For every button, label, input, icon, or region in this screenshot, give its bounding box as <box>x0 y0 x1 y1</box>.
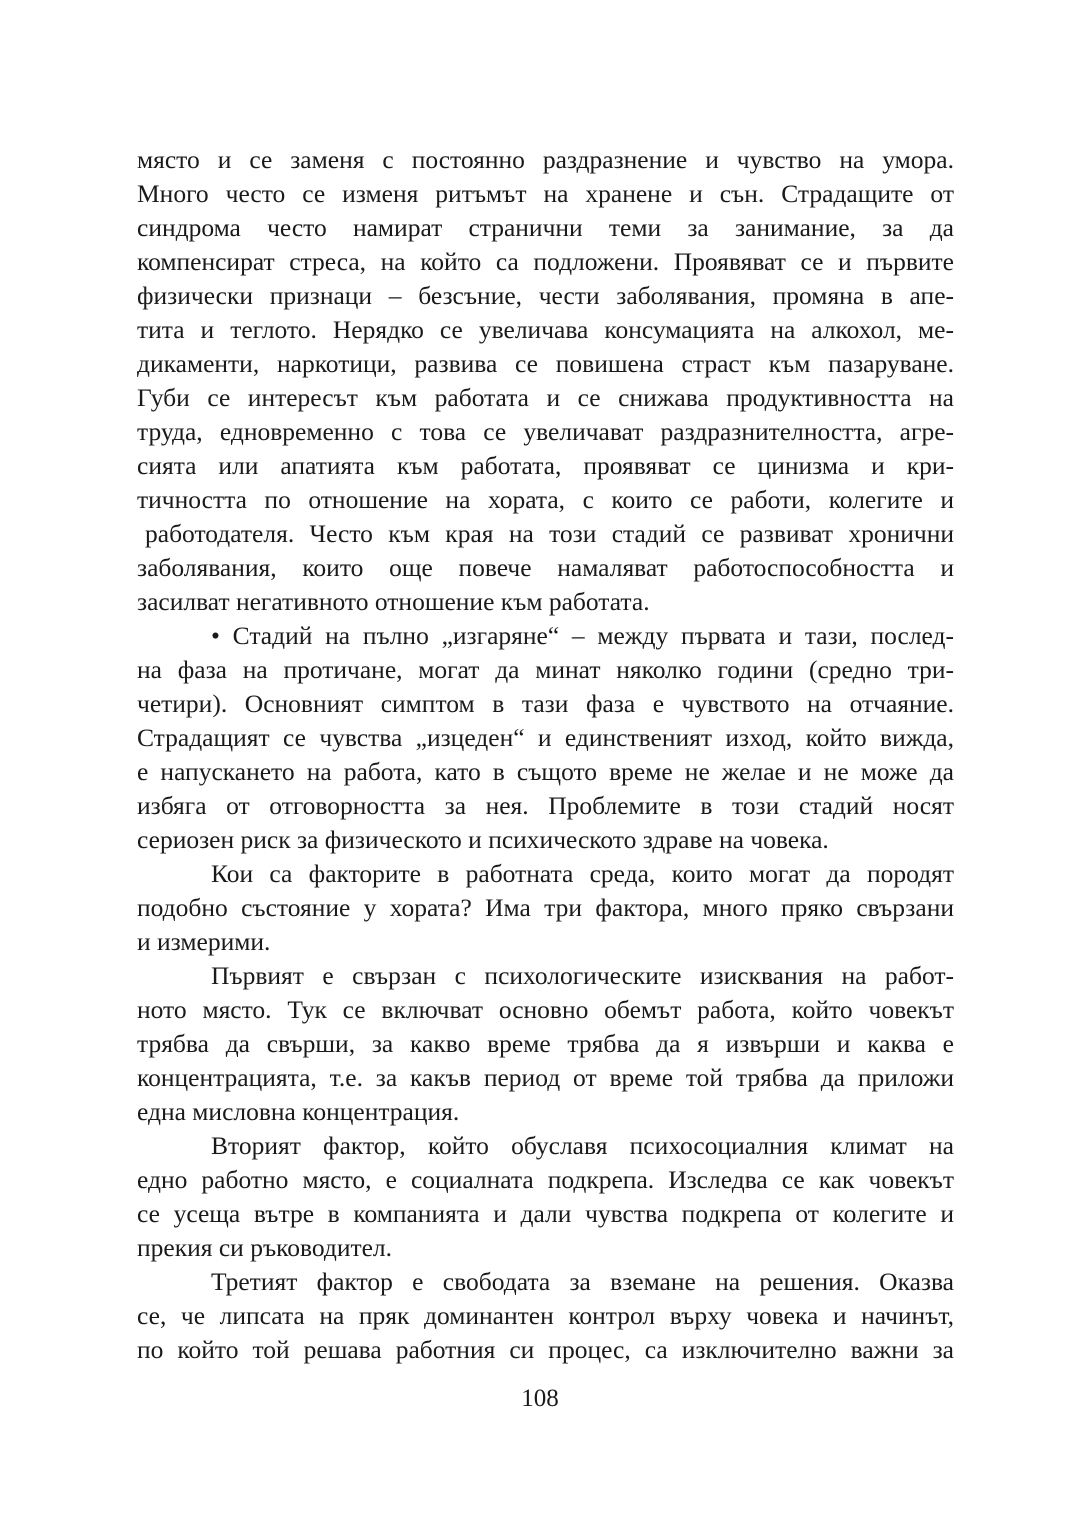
text-line: концентрацията, т.е. за какъв период от време той трябва да приложи <box>137 1063 954 1092</box>
paragraph-3 <box>137 857 954 959</box>
text-line: и измерими. <box>137 927 271 956</box>
paragraph-5 <box>137 1129 954 1265</box>
text-line: четири). Основният симптом в тази фаза е чувството на отчаяние. <box>137 689 954 718</box>
text-line: се усеща вътре в компанията и дали чувства подкрепа от колегите и <box>137 1199 954 1228</box>
text-line: трябва да свърши, за какво време трябва да я извърши и каква е <box>137 1029 954 1058</box>
text-line: компенсират стреса, на който са подложени. Проявяват се и първите <box>137 247 954 276</box>
text-line: тита и теглото. Нерядко се увеличава консумацията на алкохол, ме- <box>137 315 954 344</box>
text-line: една мисловна концентрация. <box>137 1097 460 1126</box>
body-text <box>137 143 954 1367</box>
text-line: ното място. Тук се включват основно обемът работа, който човекът <box>137 995 954 1024</box>
text-line: се, че липсата на пряк доминантен контрол върху човека и начинът, <box>137 1301 954 1330</box>
text-line: по който той решава работния си процес, са изключително важни за <box>137 1335 954 1364</box>
text-line: сията или апатията към работата, проявяват се цинизма и кри- <box>137 451 954 480</box>
text-line: прекия си ръководител. <box>137 1233 393 1262</box>
text-line: Губи се интересът към работата и се снижава продуктивността на <box>137 383 954 412</box>
text-line: Кои са факторите в работната среда, които могат да породят <box>211 859 954 888</box>
text-line: място и се заменя с постоянно раздразнение и чувство на умора. <box>137 145 954 174</box>
text-line: труда, едновременно с това се увеличават раздразнителността, агре- <box>137 417 954 446</box>
text-line: сериозен риск за физическото и психическото здраве на човека. <box>137 825 829 854</box>
text-line: работодателя. Често към края на този стадий се развиват хронични <box>145 519 954 548</box>
text-line: Страдащият се чувства „изцеден“ и единственият изход, който вижда, <box>137 723 954 752</box>
page-number: 108 <box>521 1385 559 1412</box>
text-line: • Стадий на пълно „изгаряне“ – между първата и тази, послед- <box>211 621 954 650</box>
text-line: на фаза на протичане, могат да минат няколко години (средно три- <box>137 655 954 684</box>
text-line: Много често се изменя ритъмът на хранене и сън. Страдащите от <box>137 179 954 208</box>
text-line: физически признаци – безсъние, чести заболявания, промяна в апе- <box>137 281 954 310</box>
text-line: избяга от отговорността за нея. Проблемите в този стадий носят <box>137 791 954 820</box>
text-line: е напускането на работа, като в същото време не желае и не може да <box>137 757 954 786</box>
text-line: подобно състояние у хората? Има три фактора, много пряко свързани <box>137 893 954 922</box>
text-line: дикаменти, наркотици, развива се повишена страст към пазаруване. <box>137 349 954 378</box>
text-line: тичността по отношение на хората, с които се работи, колегите и <box>137 485 954 514</box>
paragraph-1 <box>137 143 954 619</box>
text-line: засилват негативното отношение към работата. <box>137 587 650 616</box>
text-line: Третият фактор е свободата за вземане на решения. Оказва <box>211 1267 954 1296</box>
text-line: едно работно място, е социалната подкрепа. Изследва се как човекът <box>137 1165 954 1194</box>
text-line: заболявания, които още повече намаляват работоспособността и <box>137 553 954 582</box>
paragraph-6 <box>137 1265 954 1367</box>
text-line: Първият е свързан с психологическите изисквания на работ- <box>211 961 954 990</box>
paragraph-4 <box>137 959 954 1129</box>
paragraph-2-bullet <box>137 619 954 857</box>
text-line: Вторият фактор, който обуславя психосоциалния климат на <box>211 1131 954 1160</box>
text-line: синдрома често намират странични теми за занимание, за да <box>137 213 954 242</box>
